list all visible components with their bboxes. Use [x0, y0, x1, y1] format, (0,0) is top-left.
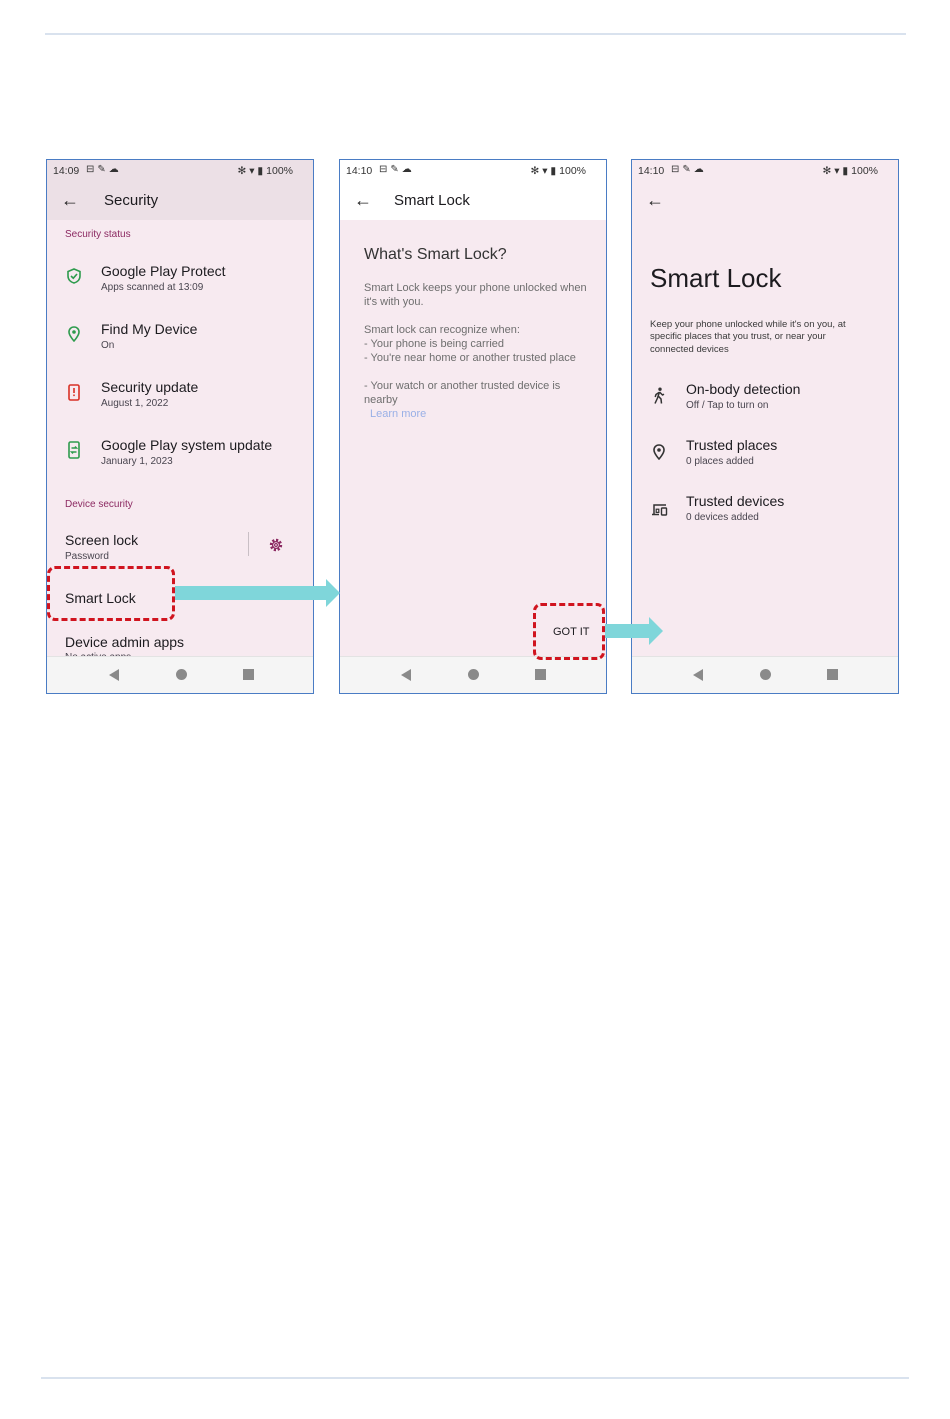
status-icons: ⊟✎☁: [379, 164, 415, 175]
item-title: Google Play Protect: [101, 263, 226, 279]
status-time: 14:10: [638, 165, 665, 177]
nav-recents-icon[interactable]: [243, 669, 254, 680]
nav-bar: [340, 656, 606, 693]
nav-back-icon[interactable]: [109, 669, 119, 681]
item-subtitle: January 1, 2023: [101, 456, 173, 467]
arrow-to-smart-lock: [605, 624, 649, 638]
back-arrow-icon[interactable]: ←: [646, 190, 664, 210]
battery-level: 100%: [559, 165, 586, 177]
page-title: Smart Lock: [650, 263, 782, 293]
dialog-heading: What's Smart Lock?: [364, 246, 507, 263]
item-title: Smart Lock: [65, 590, 136, 606]
section-device-security: Device security: [65, 499, 133, 510]
learn-more-link[interactable]: Learn more: [370, 408, 427, 420]
top-rule: [45, 33, 906, 35]
nav-back-icon[interactable]: [401, 669, 411, 681]
nav-recents-icon[interactable]: [535, 669, 546, 680]
phone-alert-icon: [68, 384, 80, 401]
got-it-button[interactable]: GOT IT: [553, 626, 590, 638]
item-subtitle: August 1, 2022: [101, 398, 169, 409]
option-subtitle: Off / Tap to turn on: [686, 400, 769, 411]
item-title: Find My Device: [101, 321, 198, 337]
item-title: Screen lock: [65, 532, 139, 548]
devices-icon: [651, 503, 668, 516]
item-title: Security update: [101, 379, 199, 395]
app-bar: [632, 182, 898, 220]
smart-lock-screen: [631, 159, 899, 694]
arrow-to-intro: [175, 586, 326, 600]
option-title: Trusted places: [686, 437, 778, 453]
nav-home-icon[interactable]: [468, 669, 479, 680]
bottom-rule: [41, 1377, 909, 1379]
status-bar: [47, 160, 313, 182]
battery-level: 100%: [266, 165, 293, 177]
app-bar: [47, 182, 313, 220]
option-title: On-body detection: [686, 381, 801, 397]
dialog-bullet: - You're near home or another trusted place: [364, 352, 576, 364]
back-arrow-icon[interactable]: ←: [61, 190, 79, 210]
option-title: Trusted devices: [686, 493, 785, 509]
dialog-bullet: - Your watch or another trusted device is nearby: [364, 380, 561, 407]
battery-level: 100%: [851, 165, 878, 177]
nav-home-icon[interactable]: [176, 669, 187, 680]
back-arrow-icon[interactable]: ←: [354, 190, 372, 210]
shield-check-icon: [67, 268, 81, 284]
nav-home-icon[interactable]: [760, 669, 771, 680]
nav-recents-icon[interactable]: [827, 669, 838, 680]
page-description: Keep your phone unlocked while it's on you, at specific places that you trust, or near your connected devices: [650, 319, 846, 355]
nav-bar: [632, 656, 898, 693]
option-subtitle: 0 places added: [686, 456, 754, 467]
dialog-paragraph-recognize: Smart lock can recognize when:: [364, 324, 520, 336]
status-bar: [632, 160, 898, 182]
location-pin-icon: [653, 444, 665, 460]
app-bar: [340, 182, 606, 220]
smart-lock-highlight: [47, 566, 175, 621]
status-right: ✻ ▾ ▮ 100%: [530, 165, 586, 177]
location-pin-icon: [68, 326, 80, 342]
item-subtitle: Password: [65, 551, 109, 562]
status-right: ✻ ▾ ▮ 100%: [822, 165, 878, 177]
status-time: 14:10: [346, 165, 373, 177]
page-title: Smart Lock: [394, 192, 470, 209]
dialog-paragraph: Smart Lock keeps your phone unlocked when it's with you.: [364, 282, 587, 309]
item-title: Device admin apps: [65, 634, 185, 650]
item-subtitle: On: [101, 340, 115, 351]
status-icons: ⊟✎☁: [86, 164, 122, 175]
status-icons: ⊟✎☁: [671, 164, 707, 175]
arrow-to-smart-lock-head: [649, 617, 663, 645]
arrow-to-intro-head: [326, 579, 340, 607]
page-title: Security: [104, 192, 159, 209]
item-title: Google Play system update: [101, 437, 273, 453]
nav-bar: [47, 656, 313, 693]
vertical-divider: [248, 532, 249, 556]
status-time: 14:09: [53, 165, 80, 177]
section-security-status: Security status: [65, 229, 131, 240]
status-bar: [340, 160, 606, 182]
dialog-bullet: - Your phone is being carried: [364, 338, 505, 350]
phone-update-icon: [67, 441, 81, 459]
got-it-highlight: [533, 603, 605, 660]
nav-back-icon[interactable]: [693, 669, 703, 681]
option-subtitle: 0 devices added: [686, 512, 759, 523]
walking-icon: [653, 387, 665, 405]
gear-icon[interactable]: [268, 537, 284, 553]
item-subtitle: Apps scanned at 13:09: [101, 282, 204, 293]
status-right: ✻ ▾ ▮ 100%: [237, 165, 293, 177]
